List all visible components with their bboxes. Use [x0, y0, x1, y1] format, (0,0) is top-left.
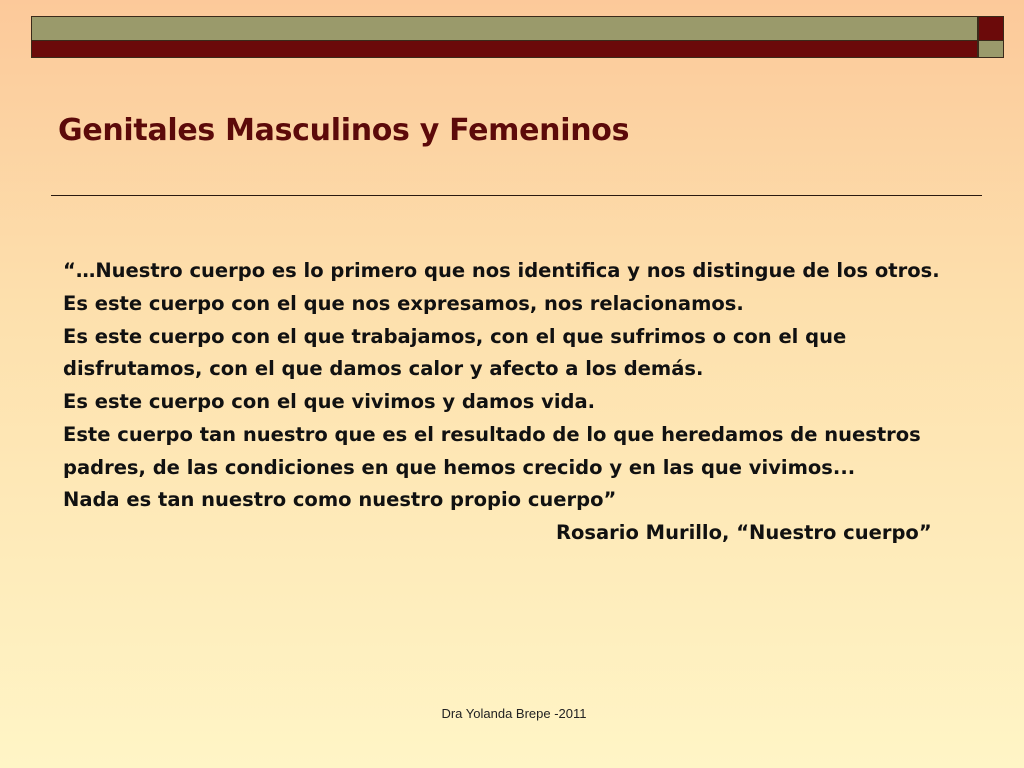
quote-line: Es este cuerpo con el que vivimos y damos vida. [63, 390, 596, 413]
quote-line: Es este cuerpo con el que trabajamos, con el que sufrimos o con el que [63, 324, 847, 348]
quote-line: Este cuerpo tan nuestro que es el resultado de lo que heredamos de nuestros [63, 422, 921, 446]
header-square-red [978, 16, 1004, 41]
header-decoration-bar [31, 16, 1005, 59]
quote-line: disfrutamos, con el que damos calor y afecto a los demás. [63, 357, 704, 381]
header-square-olive [978, 41, 1004, 58]
title-divider [51, 195, 982, 196]
quote-line: Nada es tan nuestro como nuestro propio cuerpo” [63, 488, 617, 512]
slide-title: Genitales Masculinos y Femeninos [58, 113, 630, 148]
quote-line: Es este cuerpo con el que nos expresamos, nos relacionamos. [63, 291, 744, 315]
quote-line: padres, de las condiciones en que hemos crecido y en las que vivimos... [63, 455, 856, 479]
header-bar-olive [31, 16, 978, 41]
quote-block [63, 255, 1003, 517]
header-bar-red [31, 41, 978, 58]
quote-attribution: Rosario Murillo, “Nuestro cuerpo” [556, 521, 932, 544]
quote-line: “…Nuestro cuerpo es lo primero que nos identifica y nos distingue de los otros. [63, 259, 940, 282]
slide-footer: Dra Yolanda Brepe -2011 [441, 706, 587, 721]
